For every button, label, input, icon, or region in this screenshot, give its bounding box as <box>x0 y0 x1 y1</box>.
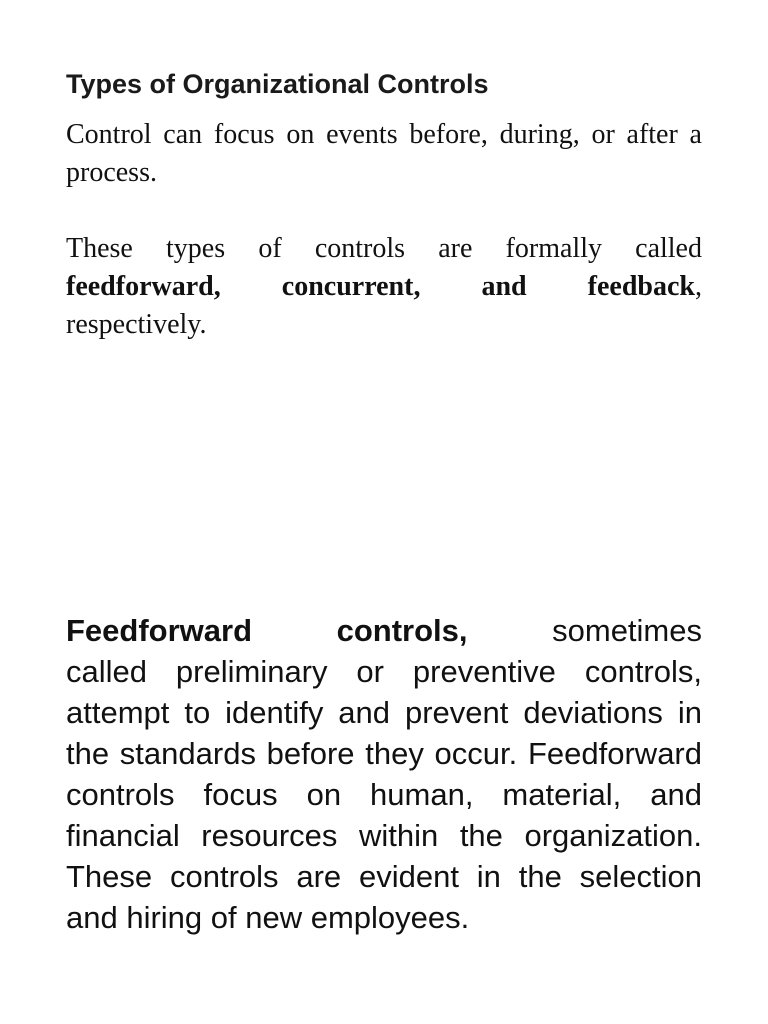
intro-paragraph: Control can focus on events before, during, or after a process. <box>66 119 702 188</box>
control-types-tail: respectively. <box>66 309 207 340</box>
control-types-first-line <box>66 230 702 268</box>
feedforward-paragraph <box>66 610 702 938</box>
page-title: Types of Organizational Controls <box>66 69 489 99</box>
control-types-second-line <box>66 268 702 306</box>
feedforward-first-line-rest: sometimes <box>552 613 702 648</box>
control-types-comma: , <box>695 271 702 302</box>
feedforward-term: Feedforward controls, <box>66 613 468 648</box>
feedforward-first-line <box>66 610 702 651</box>
control-types-paragraph <box>66 230 702 344</box>
control-types-lead: These types of controls are formally called <box>66 233 702 264</box>
feedforward-body: called preliminary or preventive controls, attempt to identify and prevent deviations in the standards before they occur. Feedforward controls focus on human, material, and financial resources within the organization. These controls are evident in the selection and hiring of new employees. <box>66 654 702 935</box>
control-types-terms: feedforward, concurrent, and feedback <box>66 271 695 302</box>
